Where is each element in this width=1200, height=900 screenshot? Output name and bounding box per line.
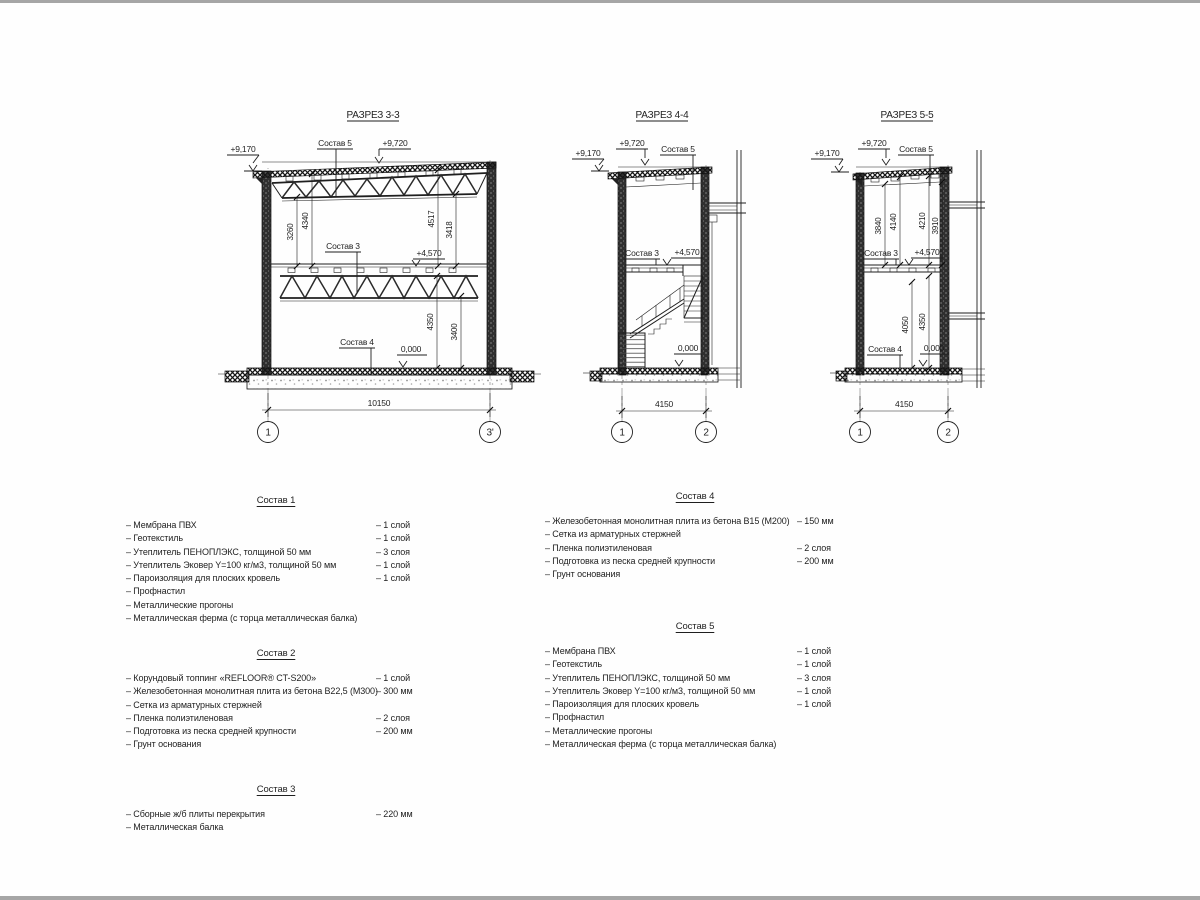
list-item	[126, 672, 426, 685]
elevation-mark-zero	[674, 343, 702, 366]
composition-3-title: Состав 3	[256, 784, 296, 795]
ground-slab	[830, 368, 985, 382]
item-name: – Пленка полиэтиленовая	[545, 542, 652, 553]
sostav5-label: Состав 5	[318, 138, 352, 148]
wall-left	[262, 171, 271, 375]
axis-label: 2	[945, 427, 951, 439]
dim-label: 3400	[450, 323, 459, 341]
item-value: – 1 слой	[376, 673, 411, 683]
item-name: – Утеплитель ПЕНОПЛЭКС, толщиной 50 мм	[126, 546, 312, 557]
item-name: – Мембрана ПВХ	[126, 520, 197, 530]
axis-bubble-right	[938, 422, 959, 443]
list-item	[545, 738, 845, 751]
item-name: – Грунт основания	[126, 739, 202, 750]
elev-left-label: +9,170	[230, 144, 256, 154]
item-name: – Металлическая ферма (с торца металлическая балка)	[545, 739, 777, 750]
list-item	[545, 685, 845, 698]
elev-zero-label: 0,000	[923, 343, 945, 353]
elev-mid-label: +4,570	[416, 248, 442, 258]
axis-label: 2	[703, 427, 709, 439]
dim-width-label: 10150	[367, 398, 391, 408]
item-name: – Пароизоляция для плоских кровель	[126, 573, 280, 584]
item-value: – 2 слоя	[797, 542, 831, 553]
item-value: – 200 мм	[376, 726, 413, 737]
item-value: – 1 слой	[376, 573, 411, 584]
axis-label: 1	[265, 427, 271, 439]
list-item	[126, 725, 426, 738]
item-name: – Металлическая ферма (с торца металлическая балка)	[126, 613, 358, 624]
item-name: – Утеплитель Эковер Y=100 кг/м3, толщиной 50 мм	[545, 685, 756, 696]
elev-mid-label: +4,570	[914, 247, 940, 257]
item-name: – Геотекстиль	[545, 659, 602, 670]
section-3-3	[218, 110, 541, 443]
dim-label: 4517	[427, 210, 436, 228]
item-name: – Утеплитель ПЕНОПЛЭКС, толщиной 50 мм	[545, 672, 731, 683]
list-item	[126, 599, 426, 612]
axis-bubble-right	[696, 422, 717, 443]
roof	[853, 167, 952, 186]
item-name: – Железобетонная монолитная плита из бетона B22,5 (М300)	[126, 686, 378, 697]
list-item	[126, 821, 426, 834]
annotation-sostav5	[898, 144, 934, 186]
item-value: – 2 слоя	[376, 712, 410, 723]
list-item	[545, 528, 845, 541]
axis-bubble-left	[850, 422, 871, 443]
item-name: – Металлические прогоны	[545, 725, 653, 736]
dim-width-label: 4150	[654, 399, 674, 409]
list-item	[126, 685, 426, 698]
item-name: – Подготовка из песка средней крупности	[545, 555, 716, 566]
item-name: – Корундовый топпинг «REFLOOR® CT-S200»	[126, 673, 316, 683]
list-item	[545, 711, 845, 724]
elevation-mark-left	[572, 148, 609, 171]
axis-bubble-left	[258, 422, 279, 443]
composition-4-block	[545, 491, 845, 581]
sostav4-label: Состав 4	[340, 337, 374, 347]
list-item	[126, 519, 426, 532]
list-item	[126, 699, 426, 712]
dimension-lines-lower	[426, 273, 464, 371]
wall-right	[701, 167, 709, 375]
elev-zero-label: 0,000	[400, 344, 422, 354]
ground-slab	[583, 368, 740, 382]
dim-label: 4210	[918, 212, 927, 230]
list-item	[545, 725, 845, 738]
elev-top-label: +9,720	[861, 138, 887, 148]
floor-truss	[271, 264, 487, 301]
width-dimension	[616, 396, 712, 418]
sostav5-label: Состав 5	[899, 144, 933, 154]
composition-5-block	[545, 621, 845, 751]
item-name: – Утеплитель Эковер Y=100 кг/м3, толщиной 50 мм	[126, 559, 337, 570]
elev-zero-label: 0,000	[677, 343, 699, 353]
composition-2-title: Состав 2	[256, 648, 296, 659]
item-value: – 150 мм	[797, 516, 834, 526]
item-name: – Металлические прогоны	[126, 599, 234, 610]
item-value: – 1 слой	[797, 659, 832, 670]
axis-bubble-right	[480, 422, 501, 443]
dim-label: 4340	[301, 212, 310, 230]
sostav3-label: Состав 3	[625, 248, 659, 258]
composition-1-title: Состав 1	[256, 495, 296, 506]
elev-mid-label: +4,570	[674, 247, 700, 257]
list-item	[545, 515, 845, 528]
elev-top-label: +9,720	[382, 138, 408, 148]
section-5-5	[811, 110, 985, 443]
elevation-mark-top	[616, 138, 649, 165]
section-4-4-title: РАЗРЕЗ 4-4	[635, 110, 689, 121]
item-name: – Профнастил	[545, 712, 605, 723]
composition-5-title: Состав 5	[675, 621, 715, 632]
dim-label: 3260	[286, 223, 295, 241]
elev-top-label: +9,720	[619, 138, 645, 148]
elevation-mark-left	[227, 144, 262, 171]
item-name: – Пленка полиэтиленовая	[126, 712, 233, 723]
item-name: – Грунт основания	[545, 569, 621, 580]
elev-left-label: +9,170	[814, 148, 840, 158]
composition-2-block	[126, 648, 426, 752]
item-name: – Металлическая балка	[126, 822, 224, 833]
roof-truss	[272, 173, 487, 201]
list-item	[545, 542, 845, 555]
item-value: – 1 слой	[797, 685, 832, 696]
item-name: – Железобетонная монолитная плита из бетона B15 (М200)	[545, 516, 790, 526]
list-item	[545, 555, 845, 568]
item-value: – 300 мм	[376, 686, 413, 697]
annotation-sostav3	[624, 248, 660, 265]
wall-right	[487, 162, 496, 375]
sheet-bottom-edge	[0, 896, 1200, 900]
adjacent-structure	[949, 150, 985, 388]
item-value: – 3 слоя	[376, 546, 410, 557]
width-dimension	[262, 393, 496, 417]
list-item	[126, 585, 426, 598]
sostav3-label: Состав 3	[326, 241, 360, 251]
elevation-mark-mid	[663, 247, 703, 265]
list-item	[545, 672, 845, 685]
elevation-mark-top	[375, 138, 411, 163]
item-name: – Геотекстиль	[126, 533, 183, 544]
width-dimension	[854, 396, 954, 418]
axis-bubble-left	[612, 422, 633, 443]
section-3-3-title: РАЗРЕЗ 3-3	[346, 110, 400, 121]
elevation-mark-mid	[905, 247, 943, 265]
dimension-lines-lower	[901, 273, 932, 371]
composition-4-title: Состав 4	[675, 491, 715, 502]
ground-slab	[218, 368, 541, 389]
list-item	[545, 645, 845, 658]
item-name: – Сетка из арматурных стержней	[545, 529, 681, 540]
list-item	[545, 698, 845, 711]
list-item	[126, 712, 426, 725]
annotation-sostav3	[863, 248, 899, 265]
axis-label: 3'	[486, 427, 494, 439]
item-value: – 220 мм	[376, 809, 413, 819]
item-name: – Пароизоляция для плоских кровель	[545, 699, 699, 710]
list-item	[126, 808, 426, 821]
item-value: – 1 слой	[376, 533, 411, 544]
section-4-4	[572, 110, 746, 443]
elevation-mark-top	[858, 138, 890, 165]
list-item	[126, 559, 426, 572]
dim-label: 3840	[874, 217, 883, 235]
wall-left	[856, 173, 864, 375]
item-value: – 3 слоя	[797, 672, 831, 683]
list-item	[126, 612, 426, 625]
section-5-5-title: РАЗРЕЗ 5-5	[880, 110, 934, 121]
dim-label: 4140	[889, 213, 898, 231]
list-item	[126, 738, 426, 751]
item-value: – 200 мм	[797, 555, 834, 566]
item-value: – 1 слой	[376, 559, 411, 570]
dim-label: 3910	[931, 217, 940, 235]
dim-width-label: 4150	[894, 399, 914, 409]
elevation-mark-zero	[397, 344, 427, 367]
dim-label: 4350	[426, 313, 435, 331]
dim-label: 4050	[901, 316, 910, 334]
sostav5-label: Состав 5	[661, 144, 695, 154]
elev-left-label: +9,170	[575, 148, 601, 158]
sostav3-label: Состав 3	[864, 248, 898, 258]
item-name: – Профнастил	[126, 586, 186, 597]
list-item	[126, 532, 426, 545]
roof	[253, 162, 496, 184]
item-name: – Сетка из арматурных стержней	[126, 699, 262, 710]
dim-label: 4350	[918, 313, 927, 331]
composition-3-block	[126, 784, 426, 835]
item-value: – 1 слой	[376, 520, 411, 530]
item-name: – Сборные ж/б плиты перекрытия	[126, 809, 265, 819]
mid-floor	[626, 265, 701, 276]
item-name: – Мембрана ПВХ	[545, 646, 616, 656]
dim-label: 3418	[445, 221, 454, 239]
item-name: – Подготовка из песка средней крупности	[126, 726, 297, 737]
adjacent-structure	[709, 150, 746, 388]
list-item	[545, 568, 845, 581]
annotation-sostav3	[325, 241, 361, 292]
annotation-sostav4	[867, 344, 903, 368]
list-item	[126, 546, 426, 559]
axis-label: 1	[619, 427, 625, 439]
item-value: – 1 слой	[797, 699, 832, 710]
item-value: – 1 слой	[797, 646, 832, 656]
list-item	[545, 658, 845, 671]
sostav4-label: Состав 4	[868, 344, 902, 354]
list-item	[126, 572, 426, 585]
axis-label: 1	[857, 427, 863, 439]
composition-1-block	[126, 495, 426, 625]
elevation-mark-left	[811, 148, 849, 172]
